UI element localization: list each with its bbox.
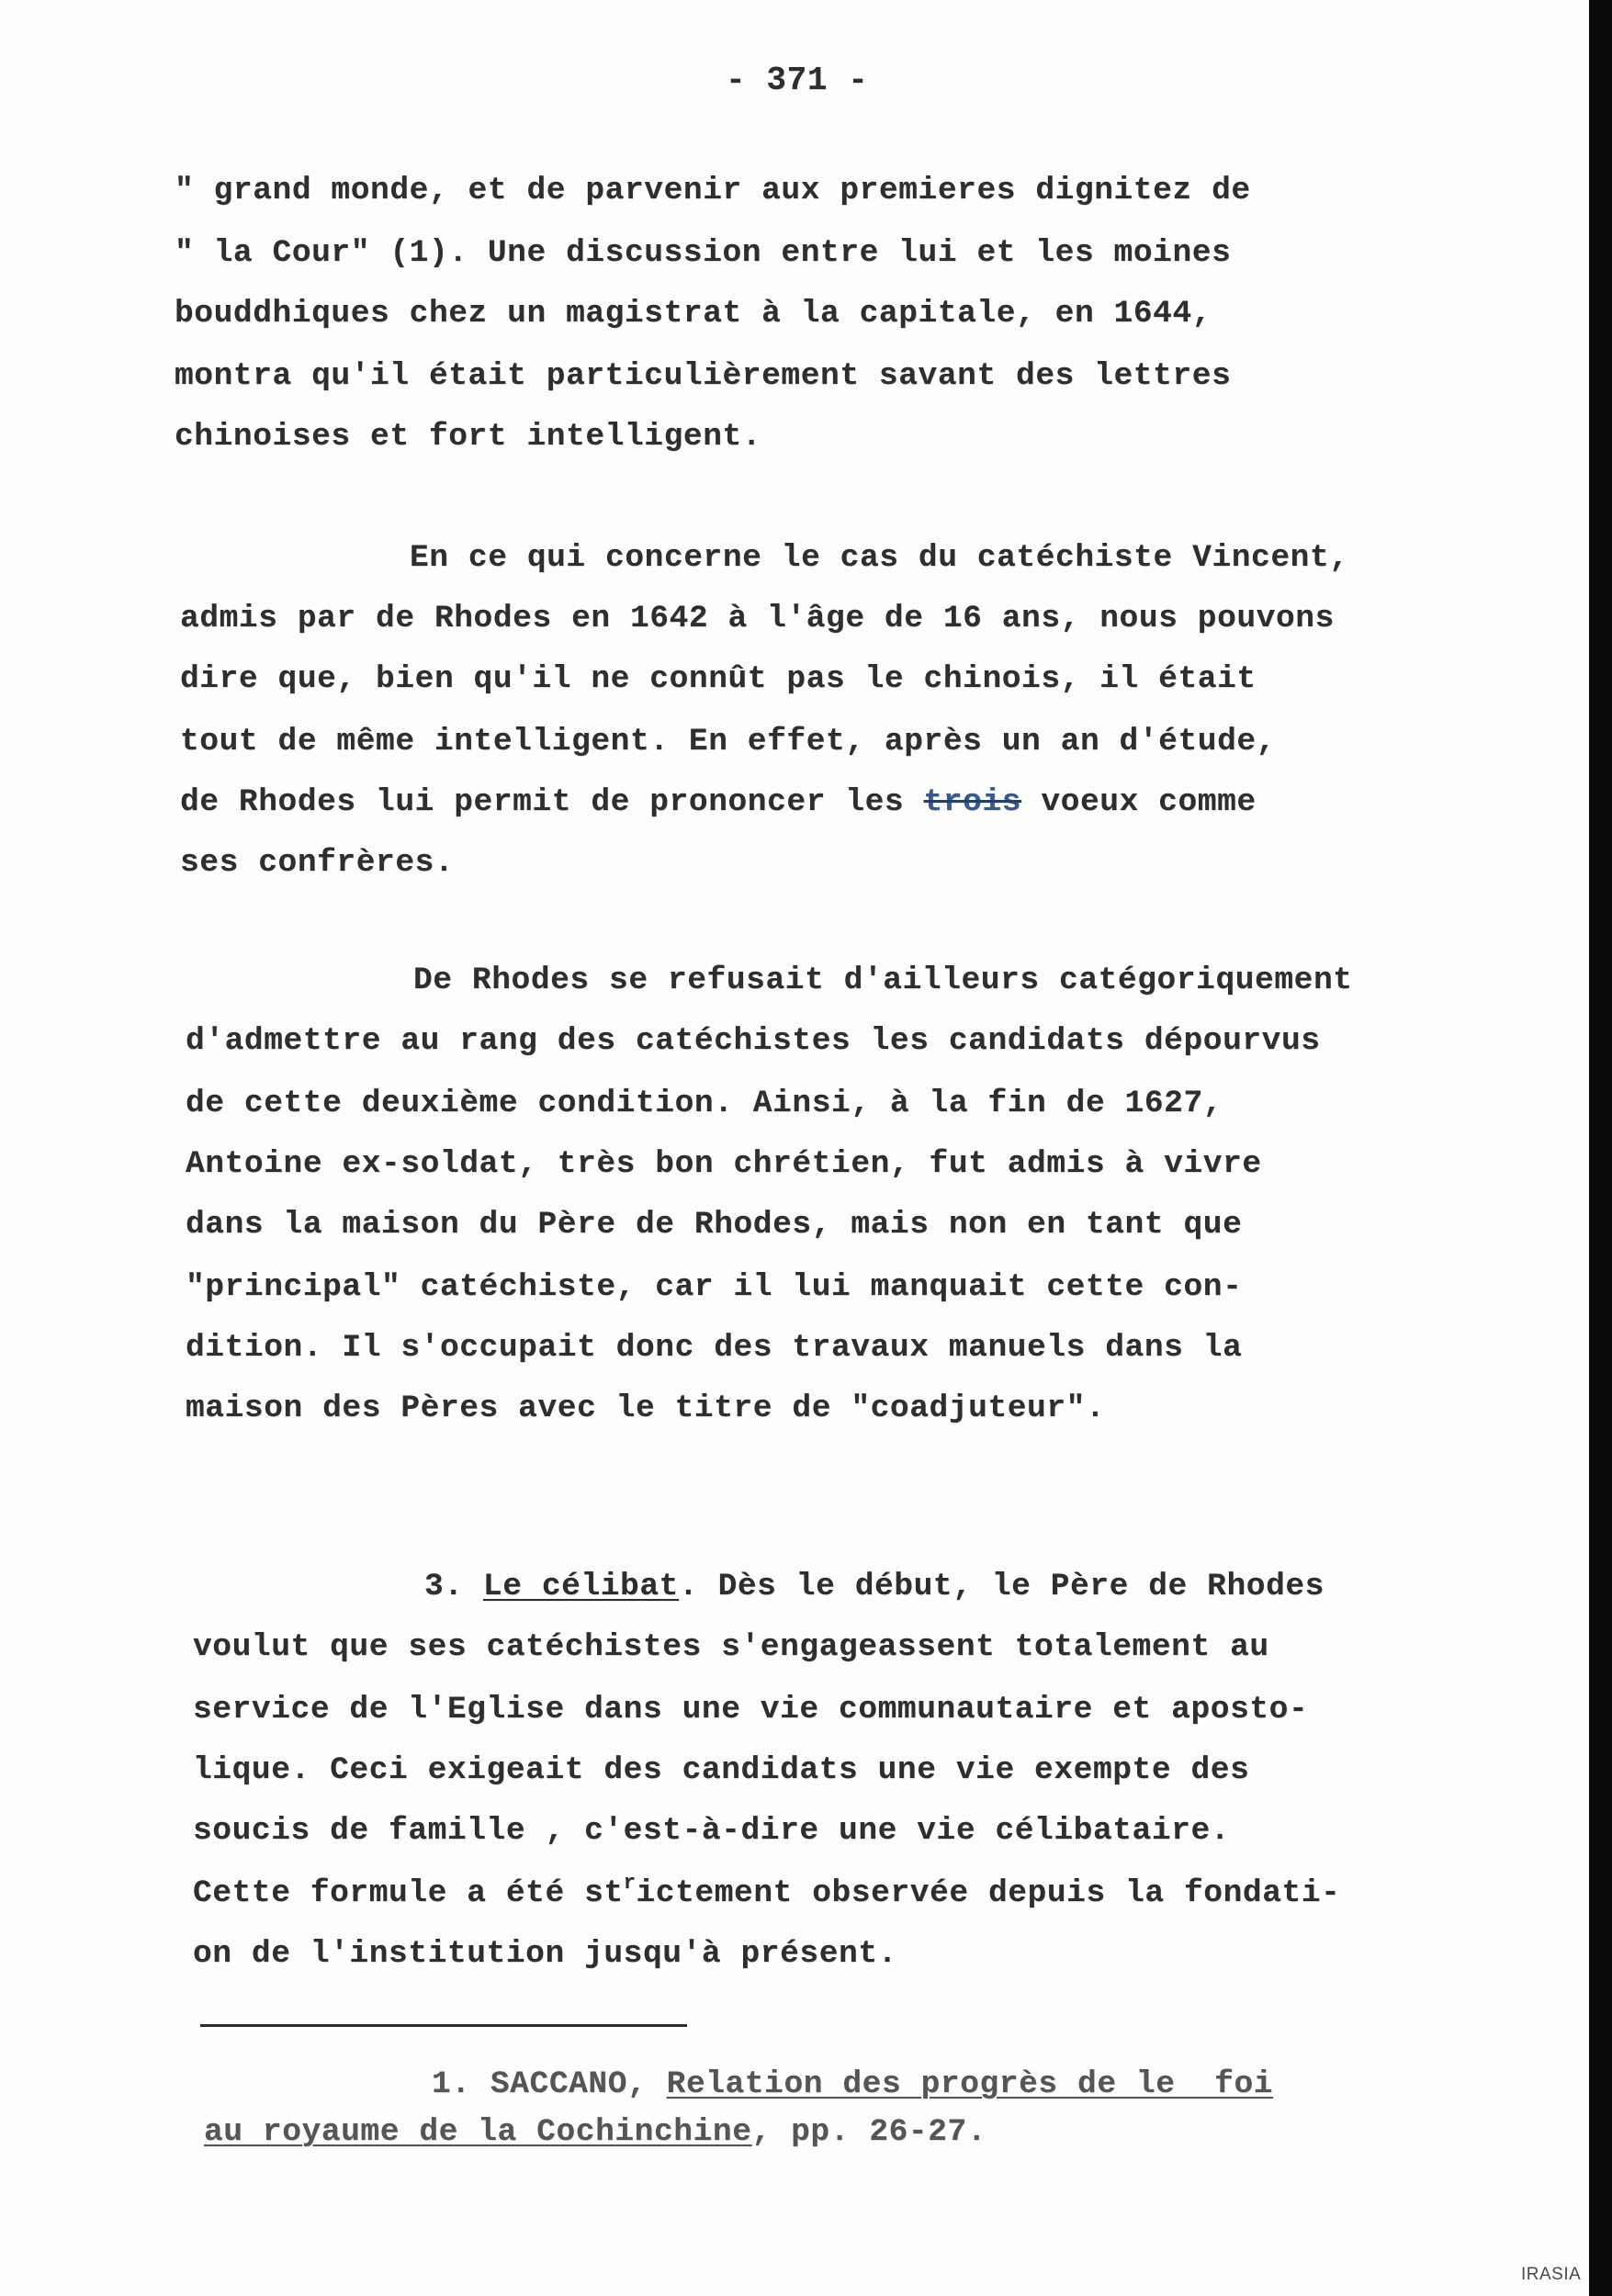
- text-line: "principal" catéchiste, car il lui manquait cette con-: [186, 1269, 1243, 1305]
- footnote-pages: , pp. 26-27.: [751, 2114, 987, 2150]
- text-line: voulut que ses catéchistes s'engageassent totalement au: [193, 1629, 1269, 1665]
- page-number: - 371 -: [726, 62, 869, 99]
- text-line: soucis de famille , c'est-à-dire une vie célibataire.: [193, 1813, 1231, 1849]
- watermark: IRASIA: [1521, 2265, 1582, 2284]
- footnote-separator: [200, 2024, 687, 2027]
- text-line: [193, 1872, 1341, 1915]
- text-line: admis par de Rhodes en 1642 à l'âge de 16 ans, nous pouvons: [180, 601, 1335, 636]
- text-line: tout de même intelligent. En effet, après un an d'étude,: [180, 724, 1276, 760]
- text-line: montra qu'il était particulièrement savant des lettres: [175, 358, 1232, 394]
- footnote-line: [432, 2066, 1273, 2103]
- struck-word: trois: [923, 784, 1022, 820]
- text-line: De Rhodes se refusait d'ailleurs catégoriquement: [413, 962, 1353, 998]
- scan-edge: [1589, 0, 1612, 2296]
- text-line: service de l'Eglise dans une vie communautaire et aposto-: [193, 1692, 1309, 1728]
- text-segment: . Dès le début, le Père de Rhodes: [678, 1569, 1325, 1604]
- section-number: 3.: [424, 1569, 483, 1604]
- handwritten-correction: r: [623, 1872, 637, 1895]
- footnote-ref: 1. SACCANO,: [432, 2066, 667, 2102]
- text-segment: de Rhodes lui permit de prononcer les: [180, 784, 924, 820]
- text-segment: ictement observée depuis la fondati-: [636, 1875, 1341, 1911]
- text-line: dire que, bien qu'il ne connût pas le chinois, il était: [180, 661, 1257, 697]
- section-title: Le célibat: [482, 1569, 679, 1604]
- text-segment: Cette formule a été st: [193, 1875, 624, 1911]
- text-line: lique. Ceci exigeait des candidats une vie exempte des: [193, 1752, 1250, 1788]
- section-heading-line: [424, 1569, 1325, 1605]
- text-line: [180, 784, 1257, 821]
- text-line: " grand monde, et de parvenir aux premieres dignitez de: [175, 173, 1251, 208]
- text-line: Antoine ex-soldat, très bon chrétien, fut admis à vivre: [186, 1146, 1262, 1182]
- footnote-title: au royaume de la Cochinchine: [204, 2114, 752, 2150]
- text-line: maison des Pères avec le titre de "coadjuteur".: [186, 1390, 1106, 1426]
- text-line: d'admettre au rang des catéchistes les candidats dépourvus: [186, 1023, 1321, 1059]
- text-line: on de l'institution jusqu'à présent.: [193, 1936, 897, 1972]
- text-line: bouddhiques chez un magistrat à la capitale, en 1644,: [175, 296, 1212, 332]
- text-line: de cette deuxième condition. Ainsi, à la fin de 1627,: [186, 1086, 1223, 1121]
- text-line: ses confrères.: [180, 845, 455, 881]
- text-line: dans la maison du Père de Rhodes, mais non en tant que: [186, 1207, 1243, 1243]
- text-line: dition. Il s'occupait donc des travaux manuels dans la: [186, 1330, 1243, 1366]
- footnote-line: [204, 2114, 986, 2151]
- text-segment: voeux comme: [1021, 784, 1257, 820]
- text-line: En ce qui concerne le cas du catéchiste Vincent,: [410, 540, 1349, 576]
- footnote-title: Relation des progrès de le foi: [666, 2066, 1274, 2102]
- text-line: chinoises et fort intelligent.: [175, 419, 762, 455]
- text-line: " la Cour" (1). Une discussion entre lui et les moines: [175, 235, 1232, 271]
